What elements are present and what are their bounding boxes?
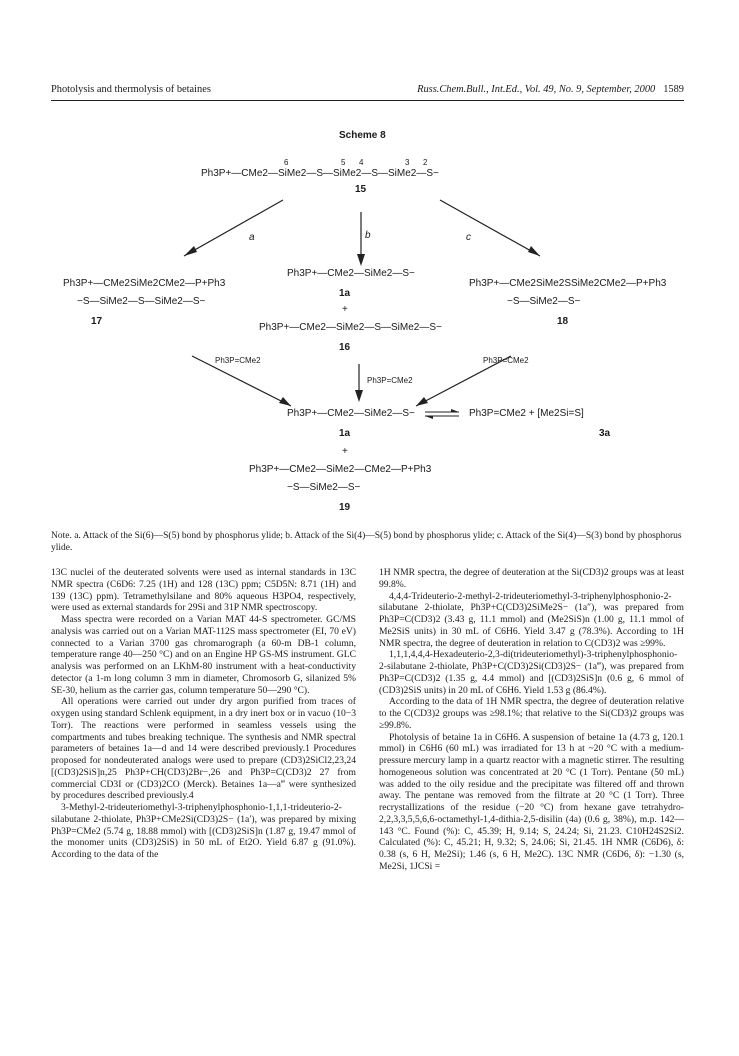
arrow-b-label: b	[365, 230, 371, 241]
header-journal-text: Russ.Chem.Bull., Int.Ed., Vol. 49, No. 9, September, 2000	[417, 84, 656, 95]
paragraph: 4,4,4-Trideuterio-2-methyl-2-trideuteriomethyl-3-triphenylphosphonio-2-silabutane 2-thiolate, Ph3P+C(CD3)2SiMe2S− (1a″), was prepared from Ph3P=C(CD3)2 (3.43 g, 11.1 mmol) and (Me2SiS)n (1.00 g, 11.1 mmol of Me2SiS units) in 30 mL of C6H6. Yield 3.47 g (78.3%). According to 1H NMR spectra, the degree of deuteration in relation to C(CD3)2 was ≥99%.	[379, 590, 684, 649]
paragraph: 13C nuclei of the deuterated solvents were used as internal standards in 13C NMR spectra (C6D6: 7.25 (1H) and 128 (13C) ppm; C5D5N: 8.71 (1H) and 139 (13C) ppm). Tetramethylsilane and 80% aqueous H3PO4, respectively, were used as external standards for 29Si and 31P NMR spectroscopy.	[51, 567, 356, 614]
paragraph: 1,1,1,4,4,4-Hexadeuterio-2,3-di(trideuteriomethyl)-3-triphenylphosphonio-2-silabutane 2-thiolate, Ph3P+C(CD3)2Si(CD3)2S− (1a‴), was prepared from Ph3P=C(CD3)2 (1.35 g, 4.4 mmol) and [(CD3)2SiS]n (0.6 g, 6 mmol of (CD3)2SiS units) in 20 mL of C6H6. Yield 1.53 g (86.4%).	[379, 649, 684, 696]
running-header	[51, 84, 684, 101]
compound-19-line2: −S—SiMe2—S−	[287, 482, 361, 493]
arrow-17-head	[279, 397, 291, 406]
arrow-c-line	[440, 200, 540, 256]
paragraph: All operations were carried out under dry argon purified from traces of oxygen using standard Schlenk equipment, in a dry inert box or in vacuo (10−3 Torr). The reactions were performed in seamless vessels using the compartments and tubes breaking technique. The synthesis and NMR spectral parameters of betaines 1a—d and 14 were described previously.1 Procedures proposed for nondeuterated analogs were used to prepare (CD3)2SiCl2,23,24 [(CD3)2SiS]n,25 Ph3P+CH(CD3)2Br−,26 and Ph3P=C(CD3)2 27 from commercial CD3I or (CD3)2CO (Merck). Betaines 1a—a‴ were synthesized by procedures described previously.4	[51, 696, 356, 802]
compound-1a-formula: Ph3P+—CMe2—SiMe2—S−	[287, 268, 415, 279]
atom-number-6: 6	[284, 158, 289, 167]
compound-19-label: 19	[339, 502, 351, 513]
compound-16-label: 16	[339, 342, 351, 353]
compound-17-line1: Ph3P+—CMe2SiMe2CMe2—P+Ph3	[63, 278, 226, 289]
header-title: Photolysis and thermolysis of betaines	[51, 84, 211, 95]
atom-number-4: 4	[359, 158, 364, 167]
compound-17-line2: −S—SiMe2—S—SiMe2—S−	[77, 296, 206, 307]
paragraph: Photolysis of betaine 1a in C6H6. A suspension of betaine 1a (4.73 g, 120.1 mmol) in C6H6 (60 mL) was irradiated for 13 h at ~20 °C with a medium-pressure mercury lamp in a quartz reactor with a magnetic stirrer. The resulting homogeneous solution was concentrated at 20 °C (1 Torr). Pentane (50 mL) was added to the oily residue and the precipitate was filtered off and thrown away. The pentane was removed from the filtrate at 20 °C (1 Torr). Three recrystallizations of the residue (−20 °C) from hexane gave tetrahydro-2,2,3,3,5,5,6,6-octamethyl-1,4-dithia-2,5-disilin (4a) (0.6 g, 38%), m.p. 142—143 °C. Found (%): C, 45.39; H, 9.14; S, 24.24; Si, 21.23. C10H24S2Si2. Calculated (%): C, 45.21; H, 9.32; S, 24.06; Si, 21.45. 1H NMR (C6D6), δ: 0.38 (s, 6 H, Me2Si); 1.46 (s, 6 H, Me2C). 13C NMR (C6D6, δ): −1.30 (s, Me2Si, 1JCSi =	[379, 731, 684, 872]
scheme-title: Scheme 8	[339, 130, 386, 141]
scheme-note: Note. a. Attack of the Si(6)—S(5) bond by phosphorus ylide; b. Attack of the Si(4)—S(5) bond by phosphorus ylide; c. Attack of the Si(4)—S(3) bond by phosphorus ylide.	[51, 531, 682, 553]
compound-17-label: 17	[91, 316, 103, 327]
header-journal	[417, 84, 684, 95]
reagent-center: Ph3P=CMe2	[367, 376, 413, 385]
arrow-c-head	[528, 246, 540, 256]
arrow-c-label: c	[466, 232, 471, 243]
compound-18-label: 18	[557, 316, 569, 327]
compound-18-line2: −S—SiMe2—S−	[507, 296, 581, 307]
page-number: 1589	[663, 84, 684, 95]
compound-19-line1: Ph3P+—CMe2—SiMe2—CMe2—P+Ph3	[249, 464, 432, 475]
reagent-right: Ph3P=CMe2	[483, 356, 529, 365]
arrow-16-head	[355, 390, 363, 402]
atom-number-3: 3	[405, 158, 410, 167]
paragraph: 3-Methyl-2-trideuteriomethyl-3-triphenylphosphonio-1,1,1-trideuterio-2-silabutane 2-thiolate, Ph3P+CMe2Si(CD3)2S− (1a′), was prepared by mixing Ph3P=CMe2 (5.74 g, 18.88 mmol) with [(CD3)2SiS]n (1.87 g, 19.47 mmol of the monomer units (CD3)2SiS) in 50 mL of Et2O. Yield 6.87 g (91.0%). According to the data of the	[51, 802, 356, 860]
paragraph: Mass spectra were recorded on a Varian MAT 44-S spectrometer. GC/MS analysis was carried out on a Varian MAT-112S mass spectrometer (EI, 70 eV) connected to a Varian 3700 gas chromarograph (a 60-m DB-1 column, temperature range 40—250 °C) and on an Engine HP GS-MS instrument. GLC analysis was performed on an LKhM-80 instrument with a heat-conductivity detector (a 1-m long column 3 mm in diameter, Chromosorb G, silanized 5% SE-30, helium as the carrier gas, column temperature 50—290 °C).	[51, 614, 356, 696]
equilibrium-products: Ph3P=CMe2 + [Me2Si=S]	[469, 408, 584, 419]
compound-15-formula: Ph3P+—CMe2—SiMe2—S—SiMe2—S—SiMe2—S−	[201, 168, 439, 179]
atom-number-5: 5	[341, 158, 346, 167]
reagent-left: Ph3P=CMe2	[215, 356, 261, 365]
plus-sign: +	[342, 304, 348, 315]
reaction-scheme	[51, 128, 684, 528]
arrow-18-head	[416, 397, 428, 406]
compound-18-line1: Ph3P+—CMe2SiMe2SSiMe2CMe2—P+Ph3	[469, 278, 667, 289]
arrow-a-label: a	[249, 232, 255, 243]
arrow-a-line	[184, 200, 283, 256]
left-column	[51, 567, 356, 861]
paragraph: 1H NMR spectra, the degree of deuteration at the Si(CD3)2 groups was at least 99.8%.	[379, 567, 684, 590]
compound-16-formula: Ph3P+—CMe2—SiMe2—S—SiMe2—S−	[259, 322, 442, 333]
arrow-b-head	[357, 254, 365, 266]
compound-15-label: 15	[355, 184, 367, 195]
plus-sign-2: +	[342, 446, 348, 457]
compound-3a-label: 3a	[599, 428, 611, 439]
compound-1a-label: 1a	[339, 288, 351, 299]
paragraph: According to the data of 1H NMR spectra, the degree of deuteration relative to the C(CD3)2 groups was ≥98.1%; that relative to the Si(CD3)2 groups was ≥99.8%.	[379, 696, 684, 731]
product-1a-formula: Ph3P+—CMe2—SiMe2—S−	[287, 408, 415, 419]
atom-number-2: 2	[423, 158, 428, 167]
right-column	[379, 567, 684, 873]
product-1a-label: 1a	[339, 428, 351, 439]
arrow-a-head	[184, 246, 197, 256]
